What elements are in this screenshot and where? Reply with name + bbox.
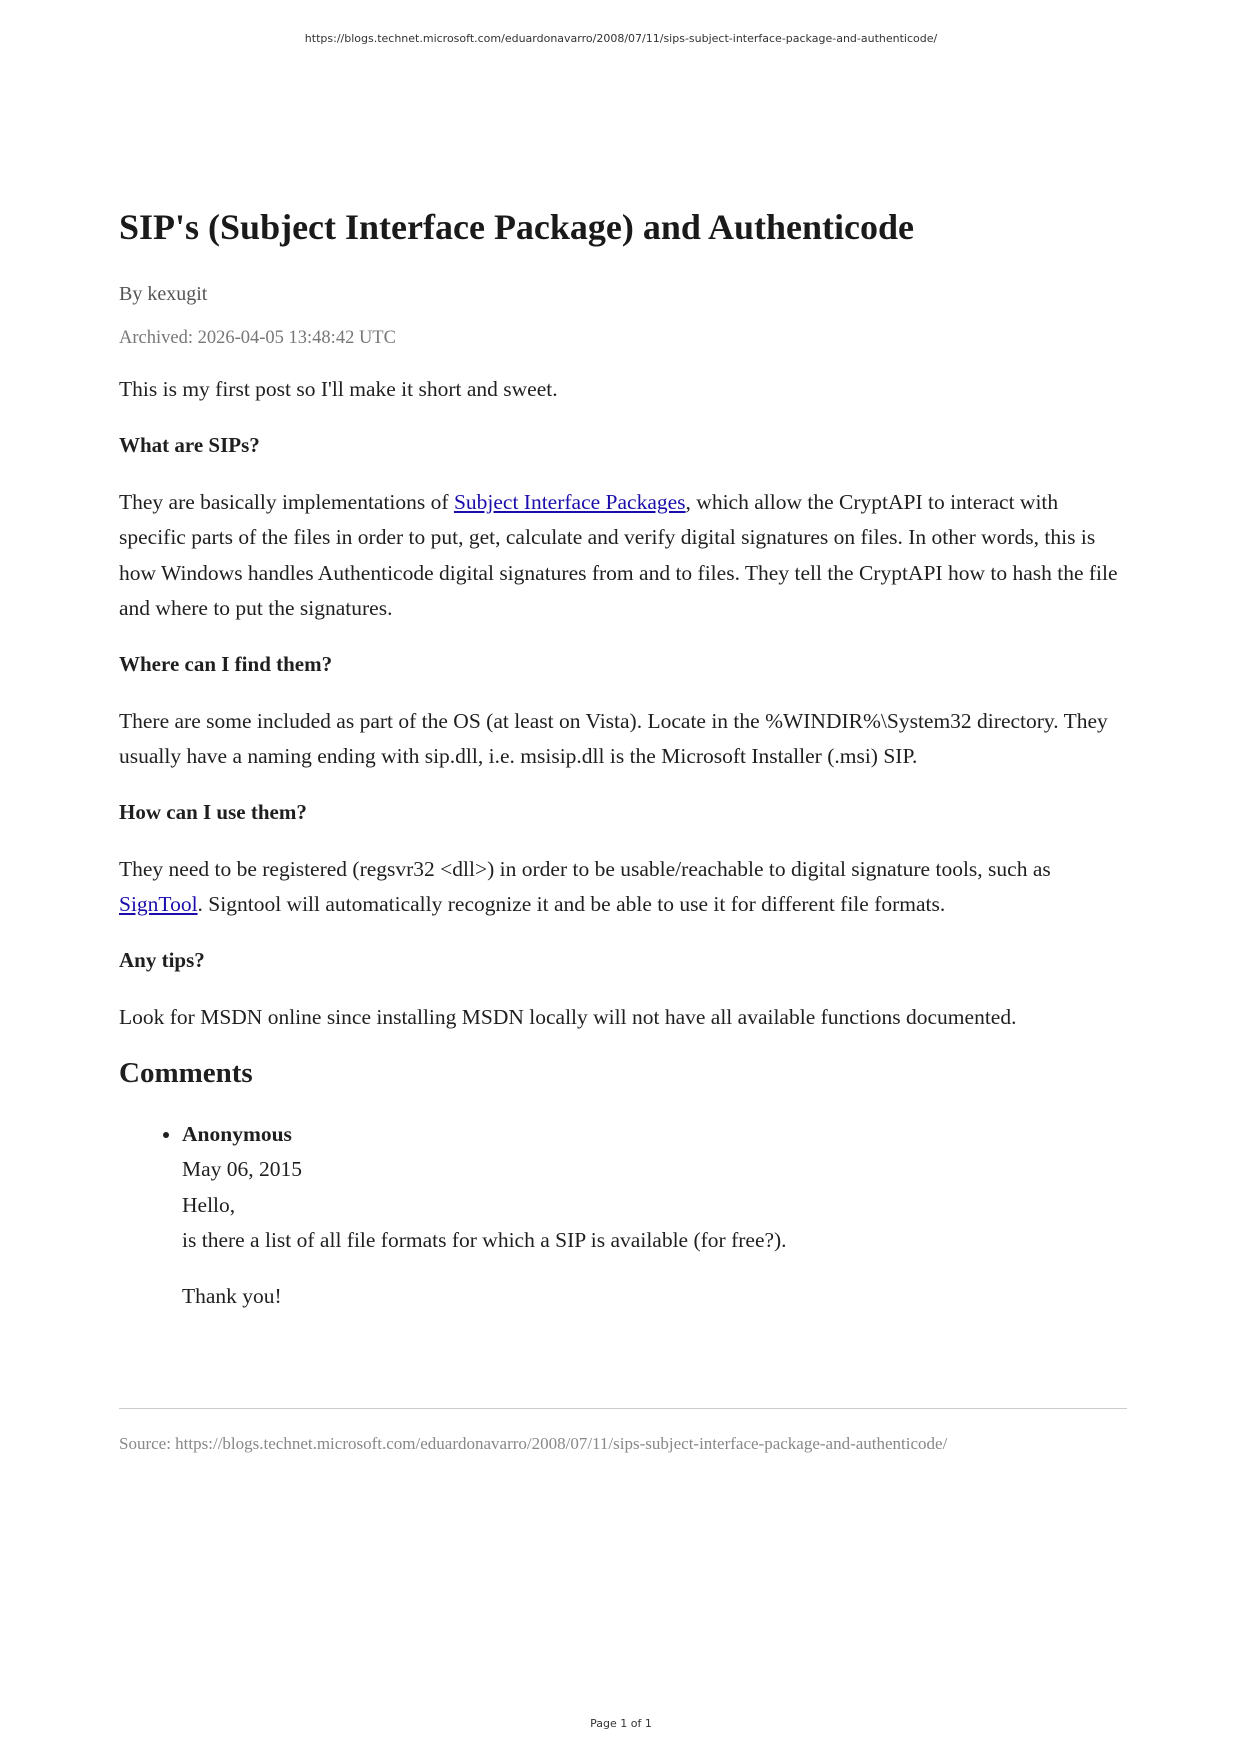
signtool-link[interactable]: SignTool bbox=[119, 892, 198, 917]
subject-interface-packages-link[interactable]: Subject Interface Packages bbox=[453, 489, 686, 514]
section-heading-where-find: Where can I find them? bbox=[119, 651, 333, 676]
footer-divider bbox=[119, 1408, 1127, 1409]
section-heading-what-are-sips: What are SIPs? bbox=[119, 432, 260, 457]
comment-text-line: is there a list of all file formats for which a SIP is available (for free?). bbox=[182, 1228, 787, 1253]
comments-heading: Comments bbox=[119, 1057, 253, 1090]
section-paragraph-what-are-sips bbox=[119, 485, 1127, 627]
page-number: Page 1 of 1 bbox=[590, 1717, 652, 1730]
comment-list bbox=[119, 1117, 1127, 1315]
section-heading-how-use: How can I use them? bbox=[119, 799, 307, 824]
comment-author: • Anonymous bbox=[182, 1121, 292, 1146]
section-paragraph-tips: Look for MSDN online since installing MSDN locally will not have all available functions documented. bbox=[119, 1004, 1017, 1029]
source-line: Source: https://blogs.technet.microsoft.com/eduardonavarro/2008/07/11/sips-subject-interface-package-and-authenticode/ bbox=[119, 1434, 948, 1453]
paragraph-text: They need to be registered (regsvr32 <dll>) in order to be usable/reachable to digital signature tools, such as bbox=[119, 856, 1051, 881]
byline: By kexugit bbox=[119, 283, 208, 306]
paragraph-text: . Signtool will automatically recognize it and be able to use it for different file formats. bbox=[197, 892, 946, 917]
comment-item bbox=[182, 1117, 1127, 1315]
article bbox=[119, 206, 1127, 1314]
section-paragraph-how-use bbox=[119, 852, 1127, 923]
paragraph-text: , which allow the CryptAPI to interact with specific parts of the files in order to put, get, calculate and verify digital signatures on files. In other words, this is how Windows handles Authenticode digital signatures from and to files. They tell the CryptAPI how to hash the file and where to put the signatures. bbox=[119, 489, 1118, 621]
page-title: SIP's (Subject Interface Package) and Authenticode bbox=[119, 207, 914, 247]
archived-timestamp: Archived: 2026-04-05 13:48:42 UTC bbox=[119, 328, 396, 349]
section-heading-tips: Any tips? bbox=[119, 947, 205, 972]
page-header-url: https://blogs.technet.microsoft.com/eduardonavarro/2008/07/11/sips-subject-interface-package-and-authenticode/ bbox=[304, 32, 938, 45]
comment-date: May 06, 2015 bbox=[182, 1157, 303, 1182]
comment-text-line: Hello, bbox=[182, 1192, 236, 1217]
paragraph-text: They are basically implementations of bbox=[119, 489, 454, 514]
comment-text-line: Thank you! bbox=[182, 1283, 282, 1308]
intro-paragraph: This is my first post so I'll make it short and sweet. bbox=[119, 377, 558, 402]
section-paragraph-where-find: There are some included as part of the OS (at least on Vista). Locate in the %WINDIR%\System32 directory. They usually have a naming ending with sip.dll, i.e. msisip.dll is the Microsoft Installer (.msi) SIP. bbox=[119, 708, 1108, 769]
